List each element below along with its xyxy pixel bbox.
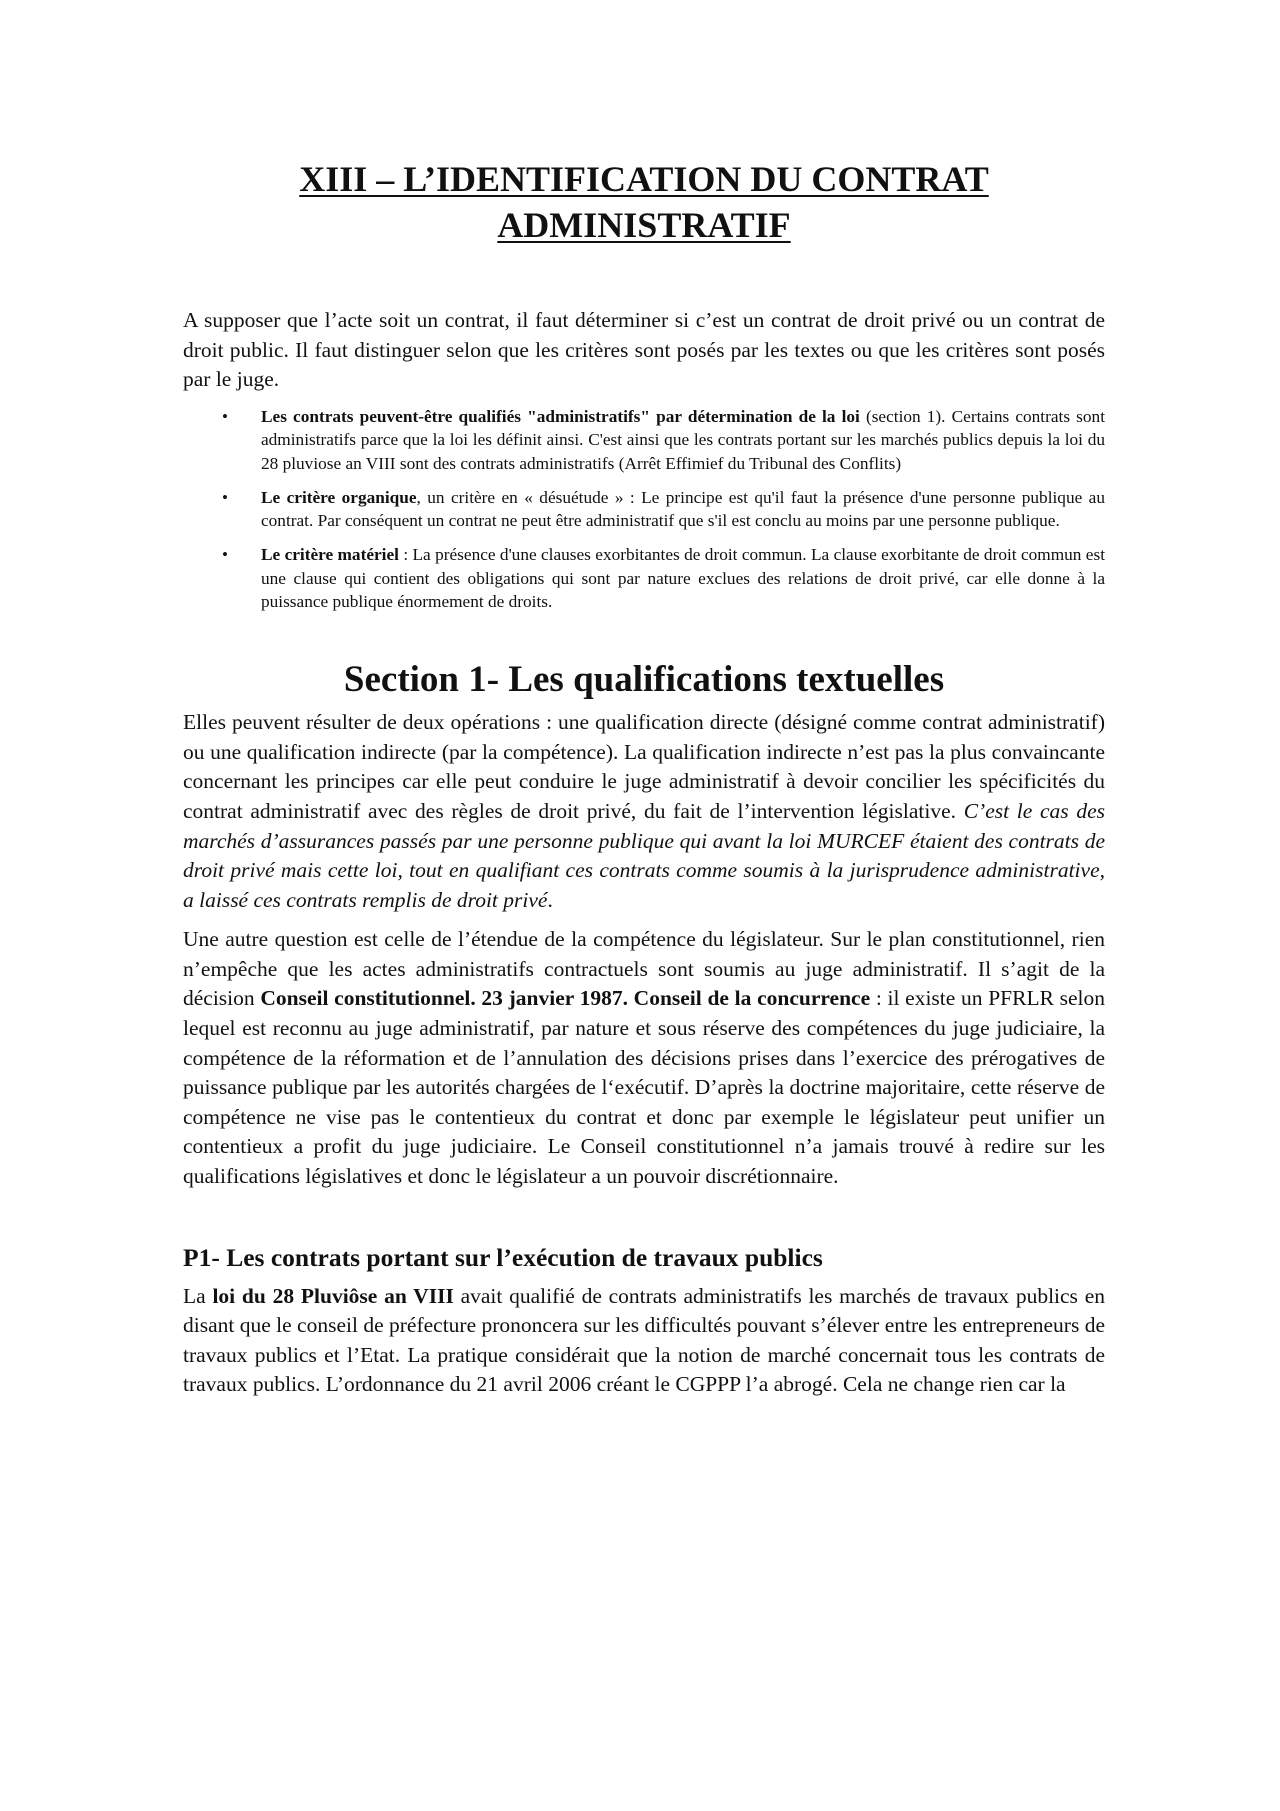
list-item <box>222 543 1105 614</box>
paragraph-bold-text: loi du 28 Pluviôse an VIII <box>212 1283 454 1308</box>
list-item-lead: Le critère matériel <box>261 545 399 565</box>
bullet-icon: • <box>222 545 228 565</box>
list-item <box>222 405 1105 476</box>
paragraph-bold-text: Conseil constitutionnel. 23 janvier 1987. Conseil de la concurrence <box>260 986 871 1011</box>
list-item-lead: Les contrats peuvent-être qualifiés "administratifs" par détermination de la loi <box>261 406 860 426</box>
list-item-lead: Le critère organique <box>261 487 417 507</box>
bullet-icon: • <box>222 406 228 426</box>
intro-paragraph: A supposer que l’acte soit un contrat, il faut déterminer si c’est un contrat de droit privé ou un contrat de droit public. Il faut distinguer selon que les critères sont posés par les textes ou que les critères sont posés par le juge. <box>183 308 1105 391</box>
document-title-line-2: ADMINISTRATIF <box>497 205 791 245</box>
section-1-paragraph-1 <box>183 708 1105 915</box>
document-title <box>183 156 1105 248</box>
paragraph-text: avait qualifié de contrats administratifs les marchés de travaux publics en disant que le conseil de préfecture prononcera sur les difficultés pouvant s’élever entre les entrepreneurs de travaux publics et l’Etat. La pratique considérait que la notion de marché concernait tous les contrats de travaux publics. L’ordonnance du 21 avril 2006 créant le CGPPP l’a abrogé. Cela ne change rien car la <box>183 1283 1105 1397</box>
paragraph-text: La <box>183 1283 213 1308</box>
p1-title: P1- Les contrats portant sur l’exécution de travaux publics <box>183 1242 823 1272</box>
section-1-title: Section 1- Les qualifications textuelles <box>343 659 945 701</box>
paragraph-text: : il existe un PFRLR selon lequel est reconnu au juge administratif, par nature et sous réserve des compétences du juge judiciaire, la compétence de la réformation et de l’annulation des décisions prises dans l’exercice des prérogatives de puissance publique par les autorités chargées de l‘exécutif. D’après la doctrine majoritaire, cette réserve de compétence ne vise pas le contentieux du contrat et donc par exemple le législateur peut unifier un contentieux a profit du juge judiciaire. Le Conseil constitutionnel n’a jamais trouvé à redire sur les qualifications législatives et donc le législateur a un pouvoir discrétionnaire. <box>183 986 1106 1189</box>
list-item-text: : La présence d'une clauses exorbitantes de droit commun. La clause exorbitante de droit commun est une clause qui contient des obligations qui sont par nature exclues des relations de droit privé, car elle donne à la puissance publique énormement de droits. <box>261 545 1105 612</box>
paragraph-text-end: . <box>547 887 553 912</box>
paragraph-italic-text: C’est le cas des marchés d’assurances passés par une personne publique qui avant la loi MURCEF étaient des contrats de droit privé mais cette loi, tout en qualifiant ces contrats comme soumis à la jurisprudence administrative, a laissé ces contrats remplis de droit privé <box>183 798 1106 912</box>
paragraph-text: Une autre question est celle de l’étendue de la compétence du législateur. Sur le plan constitutionnel, rien n’empêche que les actes administratifs contractuels sont soumis au juge administratif. Il s’agit de la décision <box>183 927 1105 1011</box>
bullet-icon: • <box>222 487 228 507</box>
list-item-text: (section 1). Certains contrats sont administratifs parce que la loi les définit ainsi. C'est ainsi que les contrats portant sur les marchés publics depuis la loi du 28 pluviose an VIII sont des contrats administratifs (Arrêt Effimief du Tribunal des Conflits) <box>261 406 1105 473</box>
document-title-line-1: XIII – L’IDENTIFICATION DU CONTRAT <box>299 159 989 199</box>
criteria-list <box>183 405 1105 615</box>
section-1-paragraph-2 <box>183 925 1105 1191</box>
list-item <box>222 486 1105 533</box>
p1-paragraph <box>183 1282 1105 1400</box>
paragraph-text: Elles peuvent résulter de deux opérations : une qualification directe (désigné comme contrat administratif) ou une qualification indirecte (par la compétence). La qualification indirecte n’est pas la plus convaincante concernant les principes car elle peut conduire le juge administratif à devoir concilier les spécificités du contrat administratif avec des règles de droit privé, du fait de l’intervention législative. <box>183 710 1105 823</box>
list-item-text: , un critère en « désuétude » : Le principe est qu'il faut la présence d'une personne publique au contrat. Par conséquent un contrat ne peut être administratif que s'il est conclu au moins par une personne publique. <box>261 487 1105 531</box>
